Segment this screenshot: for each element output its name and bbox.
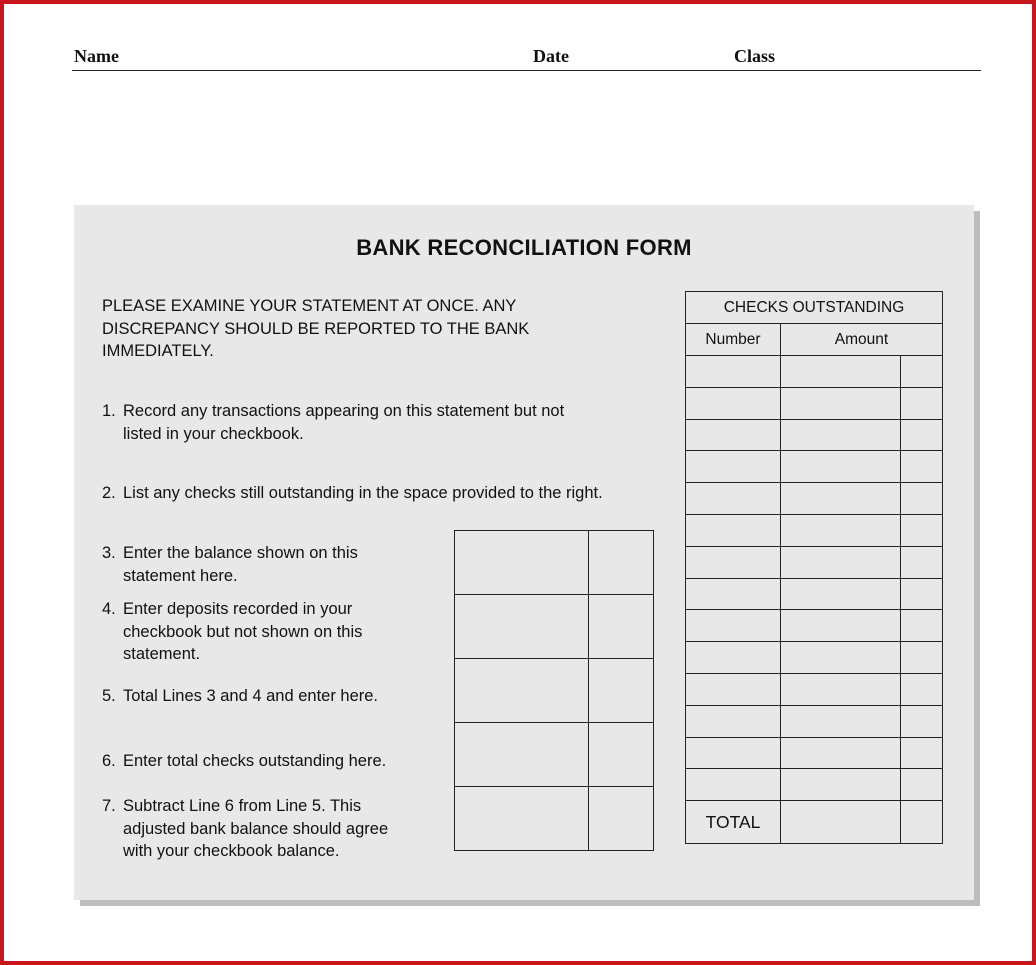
balance-row-5 xyxy=(455,659,654,723)
balance-row-6 xyxy=(455,723,654,787)
date-label: Date xyxy=(533,46,569,66)
balance-entry-table xyxy=(454,530,654,851)
check-dollars-field[interactable] xyxy=(781,387,901,419)
check-cents-field[interactable] xyxy=(901,769,943,801)
amount-column-header: Amount xyxy=(781,324,943,356)
check-dollars-field[interactable] xyxy=(781,673,901,705)
total-row xyxy=(686,801,943,844)
step-line: adjusted bank balance should agree xyxy=(123,819,389,838)
dollars-field[interactable] xyxy=(455,659,589,723)
check-dollars-field[interactable] xyxy=(781,419,901,451)
check-row xyxy=(686,514,943,546)
check-dollars-field[interactable] xyxy=(781,546,901,578)
check-row xyxy=(686,546,943,578)
check-number-field[interactable] xyxy=(686,673,781,705)
check-number-field[interactable] xyxy=(686,610,781,642)
balance-row-4 xyxy=(455,595,654,659)
check-dollars-field[interactable] xyxy=(781,642,901,674)
check-row xyxy=(686,419,943,451)
check-number-field[interactable] xyxy=(686,546,781,578)
dollars-field[interactable] xyxy=(455,787,589,851)
check-number-field[interactable] xyxy=(686,578,781,610)
check-dollars-field[interactable] xyxy=(781,769,901,801)
step-line: Subtract Line 6 from Line 5. This xyxy=(123,797,362,815)
dollars-field[interactable] xyxy=(455,595,589,659)
check-cents-field[interactable] xyxy=(901,546,943,578)
step-number: 1. xyxy=(102,402,116,420)
check-cents-field[interactable] xyxy=(901,356,943,388)
total-cents-field[interactable] xyxy=(901,801,943,844)
check-row xyxy=(686,673,943,705)
check-dollars-field[interactable] xyxy=(781,451,901,483)
step-number: 2. xyxy=(102,484,116,502)
check-dollars-field[interactable] xyxy=(781,356,901,388)
class-label: Class xyxy=(734,46,776,66)
check-number-field[interactable] xyxy=(686,483,781,515)
step-number: 6. xyxy=(102,752,116,770)
checks-rows xyxy=(686,356,943,801)
intro-line: IMMEDIATELY. xyxy=(102,342,214,360)
check-row xyxy=(686,705,943,737)
cents-field[interactable] xyxy=(589,595,654,659)
check-number-field[interactable] xyxy=(686,419,781,451)
step-line: Total Lines 3 and 4 and enter here. xyxy=(123,687,379,705)
check-row xyxy=(686,356,943,388)
step-line: checkbook but not shown on this xyxy=(123,622,363,641)
step-line: with your checkbook balance. xyxy=(123,842,340,860)
step-line: listed in your checkbook. xyxy=(123,424,304,443)
step-line: Enter deposits recorded in your xyxy=(123,600,353,618)
check-cents-field[interactable] xyxy=(901,737,943,769)
check-number-field[interactable] xyxy=(686,642,781,674)
check-cents-field[interactable] xyxy=(901,642,943,674)
intro-text xyxy=(102,295,582,363)
check-row xyxy=(686,769,943,801)
number-column-header: Number xyxy=(686,324,781,356)
step-line: statement. xyxy=(123,645,201,663)
checks-outstanding-table xyxy=(685,291,943,844)
step-number: 7. xyxy=(102,797,116,815)
check-cents-field[interactable] xyxy=(901,578,943,610)
balance-row-7 xyxy=(455,787,654,851)
step-line: List any checks still outstanding in the space provided to the right. xyxy=(123,484,603,502)
check-dollars-field[interactable] xyxy=(781,610,901,642)
check-dollars-field[interactable] xyxy=(781,483,901,515)
step-line: statement here. xyxy=(123,566,238,585)
step-number: 4. xyxy=(102,600,116,618)
step-line: Record any transactions appearing on this statement but not xyxy=(123,402,565,420)
step-line: Enter total checks outstanding here. xyxy=(123,752,387,770)
dollars-field[interactable] xyxy=(455,723,589,787)
check-cents-field[interactable] xyxy=(901,610,943,642)
check-cents-field[interactable] xyxy=(901,451,943,483)
check-dollars-field[interactable] xyxy=(781,514,901,546)
check-number-field[interactable] xyxy=(686,356,781,388)
check-number-field[interactable] xyxy=(686,387,781,419)
check-dollars-field[interactable] xyxy=(781,737,901,769)
step-number: 5. xyxy=(102,687,116,705)
check-row xyxy=(686,737,943,769)
check-row xyxy=(686,483,943,515)
balance-row-3 xyxy=(455,531,654,595)
cents-field[interactable] xyxy=(589,659,654,723)
form-title: BANK RECONCILIATION FORM xyxy=(356,235,692,260)
name-label: Name xyxy=(74,46,119,66)
total-label: TOTAL xyxy=(686,801,781,844)
intro-line: PLEASE EXAMINE YOUR STATEMENT AT ONCE. ANY xyxy=(102,297,517,315)
check-row xyxy=(686,578,943,610)
check-number-field[interactable] xyxy=(686,514,781,546)
step-line: Enter the balance shown on this xyxy=(123,544,358,562)
check-number-field[interactable] xyxy=(686,451,781,483)
check-cents-field[interactable] xyxy=(901,705,943,737)
checks-outstanding-caption: CHECKS OUTSTANDING xyxy=(686,292,943,324)
check-cents-field[interactable] xyxy=(901,483,943,515)
dollars-field[interactable] xyxy=(455,531,589,595)
check-dollars-field[interactable] xyxy=(781,578,901,610)
check-cents-field[interactable] xyxy=(901,419,943,451)
check-row xyxy=(686,642,943,674)
check-number-field[interactable] xyxy=(686,737,781,769)
intro-line: DISCREPANCY SHOULD BE REPORTED TO THE BANK xyxy=(102,319,530,338)
reconciliation-form xyxy=(74,205,974,900)
total-dollars-field[interactable] xyxy=(781,801,901,844)
header-line xyxy=(72,46,981,71)
check-number-field[interactable] xyxy=(686,705,781,737)
step-number: 3. xyxy=(102,544,116,562)
cents-field[interactable] xyxy=(589,723,654,787)
check-cents-field[interactable] xyxy=(901,673,943,705)
check-row xyxy=(686,387,943,419)
check-cents-field[interactable] xyxy=(901,514,943,546)
check-cents-field[interactable] xyxy=(901,387,943,419)
cents-field[interactable] xyxy=(589,531,654,595)
check-dollars-field[interactable] xyxy=(781,705,901,737)
cents-field[interactable] xyxy=(589,787,654,851)
check-row xyxy=(686,451,943,483)
check-number-field[interactable] xyxy=(686,769,781,801)
check-row xyxy=(686,610,943,642)
